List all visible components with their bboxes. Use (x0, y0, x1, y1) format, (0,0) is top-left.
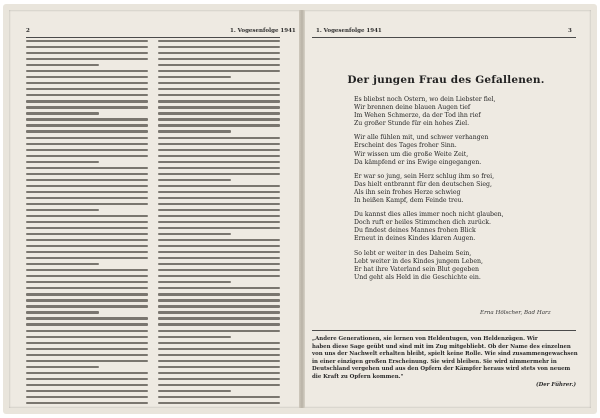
text-line (158, 118, 280, 120)
text-line (26, 118, 148, 120)
text-line (158, 40, 280, 42)
text-line (158, 130, 231, 132)
text-line (26, 149, 148, 151)
text-line (158, 155, 280, 157)
poem-stanza (354, 96, 584, 128)
text-line (158, 167, 280, 169)
text-line (26, 94, 148, 96)
quote-line: von uns der Nachwelt erhalten bleibt, spielt keine Rolle. Wie sind zusammengewachsen (312, 351, 578, 358)
text-line (158, 330, 280, 332)
text-line (158, 275, 280, 277)
text-line (158, 323, 280, 325)
text-line (158, 245, 280, 247)
text-line (26, 64, 99, 66)
text-line (26, 378, 148, 380)
text-line (158, 227, 280, 229)
text-line (158, 239, 280, 241)
text-line (26, 52, 148, 54)
quote-source: (Der Führer.) (536, 381, 576, 388)
text-line (158, 366, 280, 368)
text-line (158, 88, 280, 90)
text-line (158, 64, 280, 66)
text-line (158, 233, 231, 235)
text-line (26, 348, 148, 350)
text-line (158, 269, 280, 271)
text-line (158, 52, 280, 54)
text-line (26, 372, 148, 374)
quote-line: Deutschland vergehen und aus den Opfern der Kämpfer heraus wird stets von neuem (312, 366, 571, 373)
text-line (158, 311, 280, 313)
text-line (158, 354, 280, 356)
poem-title: Der jungen Frau des Gefallenen. (347, 74, 545, 86)
poem-body (354, 96, 584, 288)
poem-line: Erscheint des Tages froher Sinn. (354, 142, 457, 150)
poem-line: Wir alle fühlen mit, und schwer verhangen (354, 134, 489, 142)
text-line (158, 203, 280, 205)
text-line (158, 124, 280, 126)
poem-stanza (354, 211, 584, 243)
text-line (26, 354, 148, 356)
text-line (26, 161, 99, 163)
text-line (26, 143, 148, 145)
text-line (26, 40, 148, 42)
text-line (158, 287, 280, 289)
text-line (158, 82, 280, 84)
text-line (26, 124, 148, 126)
text-line (26, 317, 148, 319)
poem-line: So lebt er weiter in des Daheim Sein, (354, 249, 472, 257)
text-line (26, 191, 148, 193)
text-line (26, 58, 148, 60)
text-line (158, 251, 280, 253)
text-line (26, 396, 148, 398)
text-line (158, 360, 280, 362)
right-header-rule (312, 37, 576, 38)
poem-line: Er hat ihre Vaterland sein Blut gegeben (354, 265, 479, 273)
text-line (26, 155, 148, 157)
poem-line: Du kannst dies alles immer noch nicht glauben, (354, 211, 504, 219)
poem-line: Erneut in deines Kindes klaren Augen. (354, 235, 476, 243)
text-line (26, 275, 148, 277)
poem-line: Zu großer Stunde für ein hohes Ziel. (354, 120, 470, 128)
quote-line: in einer einzigen großen Erscheinung. Sie wird bleiben. Sie wird nimmermehr in (312, 358, 557, 365)
text-line (26, 360, 148, 362)
text-line (26, 390, 148, 392)
quote-line: die Kraft zu Opfern kommen." (312, 373, 404, 380)
text-line (26, 197, 148, 199)
text-line (158, 336, 231, 338)
text-line (26, 227, 148, 229)
text-line (26, 233, 148, 235)
text-line (158, 149, 280, 151)
text-line (26, 269, 148, 271)
text-line (26, 88, 148, 90)
left-running-head: 1. Vogesenfolge 1941 (230, 28, 296, 34)
poem-stanza (354, 134, 584, 166)
poem-stanza (354, 173, 584, 205)
text-line (158, 299, 280, 301)
right-running-head: 1. Vogesenfolge 1941 (316, 28, 382, 34)
quote-divider (312, 330, 576, 331)
text-line (26, 112, 99, 114)
text-line (158, 191, 280, 193)
page-gutter (299, 10, 305, 408)
text-line (158, 263, 280, 265)
poem-line: Es bliebst noch Ostern, wo dein Liebster fiel, (354, 96, 496, 103)
text-line (158, 106, 280, 108)
poem-line: Das hielt entbrannt für den deutschen Sieg, (354, 180, 492, 188)
text-line (158, 257, 280, 259)
text-line (158, 58, 280, 60)
text-line (26, 293, 148, 295)
fuehrer-quote (312, 336, 576, 389)
poem-author: Erna Hölscher, Bad Harz (480, 310, 551, 316)
text-line (158, 342, 280, 344)
text-line (158, 70, 280, 72)
quote-line: „Andere Generationen, sie lernen von Heldentugen, von Heldenzügen. Wir (312, 336, 538, 342)
poem-line: Wir wissen um die große Weite Zeit, (354, 150, 469, 158)
left-page-number: 2 (26, 28, 30, 34)
text-line (158, 76, 231, 78)
text-line (158, 185, 280, 187)
text-line (26, 179, 148, 181)
right-page-number: 3 (568, 28, 572, 34)
text-line (26, 239, 148, 241)
text-line (26, 70, 148, 72)
text-line (26, 137, 148, 139)
text-line (158, 100, 280, 102)
text-line (158, 143, 280, 145)
text-line (158, 46, 280, 48)
text-line (26, 82, 148, 84)
text-line (26, 251, 148, 253)
text-line (26, 299, 148, 301)
text-line (26, 257, 148, 259)
text-line (26, 287, 148, 289)
poem-line: Er war so jung, sein Herz schlug ihm so frei, (354, 172, 495, 180)
text-line (158, 402, 280, 404)
poem-line: Wir brennen deine blauen Augen tief (354, 104, 471, 112)
text-line (26, 209, 99, 211)
text-line (158, 372, 280, 374)
text-line (26, 46, 148, 48)
text-line (26, 263, 99, 265)
text-line (26, 342, 148, 344)
poem-line: Im Wehen Schmerze, da der Tod ihn rief (354, 112, 481, 120)
text-line (26, 130, 148, 132)
poem-line: Und geht als Held in die Geschichte ein. (354, 273, 481, 281)
text-line (26, 76, 148, 78)
text-line (26, 330, 148, 332)
left-article-column-2 (158, 40, 280, 408)
text-line (26, 281, 148, 283)
text-line (158, 378, 280, 380)
text-line (26, 402, 148, 404)
text-line (158, 173, 280, 175)
text-line (158, 221, 280, 223)
poem-stanza (354, 250, 584, 282)
text-line (158, 94, 280, 96)
text-line (158, 137, 280, 139)
text-line (26, 366, 99, 368)
quote-line: haben diese Sage geübt und sind mit im Zug mitgebliebt. Ob der Name des einzelnen (312, 343, 571, 350)
text-line (158, 396, 280, 398)
left-article-column-1 (26, 40, 148, 408)
left-header-rule (26, 37, 280, 38)
text-line (158, 384, 280, 386)
poem-line: Doch ruft er heiles Stimmchen dich zurück. (354, 219, 492, 227)
text-line (158, 112, 280, 114)
poem-line: Da kämpfend er ins Ewige eingegangen. (354, 158, 482, 166)
text-line (158, 293, 280, 295)
text-line (26, 323, 148, 325)
text-line (26, 203, 148, 205)
text-line (158, 209, 280, 211)
text-line (158, 215, 280, 217)
text-line (26, 173, 148, 175)
text-line (158, 161, 280, 163)
text-line (158, 317, 280, 319)
poem-line: Als ihn sein frohes Herze schwieg (354, 188, 461, 196)
text-line (158, 281, 231, 283)
text-line (26, 305, 148, 307)
poem-line: Lebt weiter in des Kindes jungem Leben, (354, 257, 483, 265)
text-line (26, 106, 148, 108)
text-line (26, 336, 148, 338)
text-line (158, 197, 280, 199)
text-line (158, 179, 231, 181)
text-line (26, 311, 99, 313)
text-line (158, 348, 280, 350)
text-line (26, 185, 148, 187)
poem-line: In heißen Kampf, dem Feinde treu. (354, 197, 464, 205)
text-line (158, 305, 280, 307)
text-line (26, 221, 148, 223)
text-line (26, 167, 148, 169)
text-line (26, 384, 148, 386)
text-line (26, 100, 148, 102)
poem-line: Du findest deines Mannes frohen Blick (354, 227, 476, 235)
text-line (26, 215, 148, 217)
text-line (158, 390, 231, 392)
text-line (26, 245, 148, 247)
